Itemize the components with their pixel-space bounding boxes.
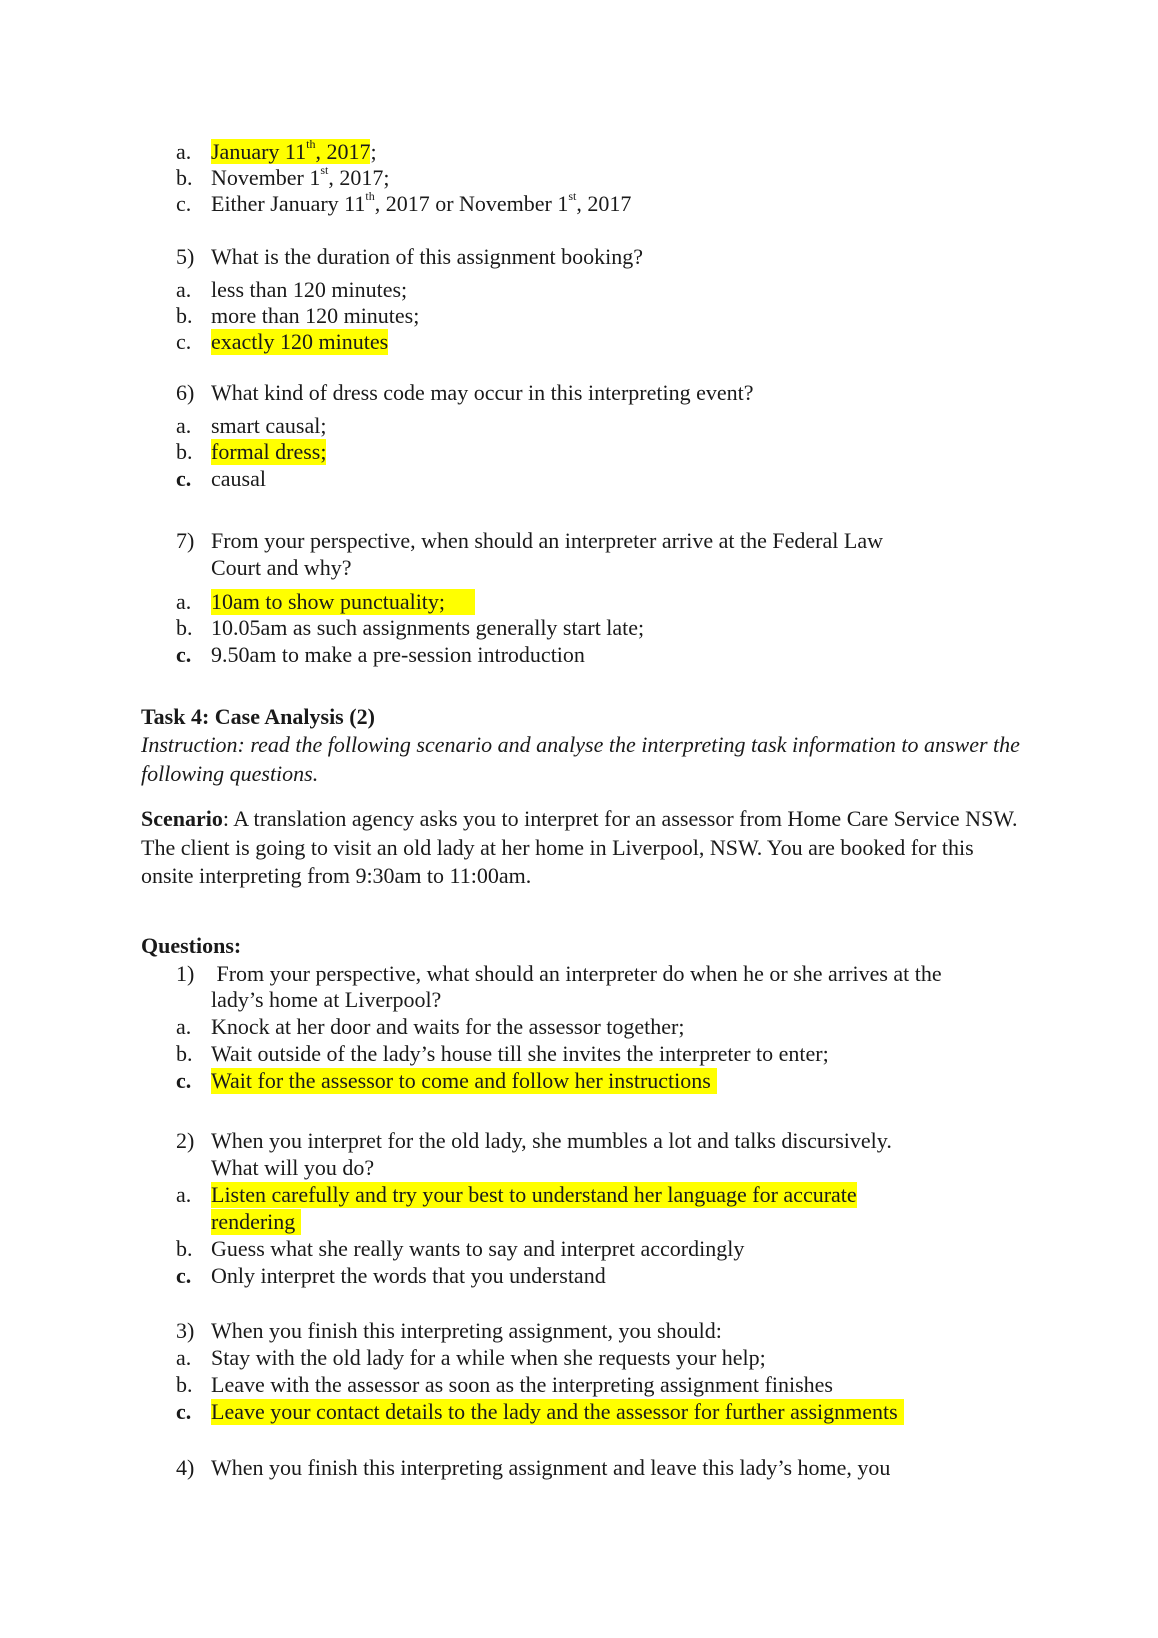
option-text: Either January 11th, 2017 or November 1st, 2017 (211, 188, 632, 216)
answer-highlight: formal dress; (211, 439, 327, 464)
option-marker: a. (176, 1014, 192, 1039)
question-text: When you finish this interpreting assignment, you should: (211, 1318, 722, 1343)
option-marker: c. (176, 1399, 192, 1424)
option-text: 9.50am to make a pre-session introduction (211, 642, 585, 667)
question-text: When you interpret for the old lady, she mumbles a lot and talks discursively. (211, 1128, 892, 1153)
option-text: 10.05am as such assignments generally start late; (211, 615, 645, 640)
option-text: November 1st, 2017; (211, 162, 390, 190)
option-marker: b. (176, 1041, 193, 1066)
instruction-text: Instruction: read the following scenario and analyse the interpreting task information to answer the following questions. (141, 732, 1020, 786)
answer-highlight: exactly 120 minutes (211, 329, 389, 354)
option-marker: a. (176, 277, 192, 302)
answer-highlight: Listen carefully and try your best to understand her language for accurate (211, 1182, 857, 1207)
question-number: 4) (176, 1455, 195, 1480)
question-text: From your perspective, what should an interpreter do when he or she arrives at the (211, 961, 942, 986)
question-text: lady’s home at Liverpool? (211, 987, 442, 1012)
option-marker: b. (176, 439, 193, 464)
option-marker: b. (176, 1236, 193, 1261)
question-number: 1) (176, 961, 195, 986)
option-marker: c. (176, 642, 192, 667)
option-text: Wait outside of the lady’s house till she invites the interpreter to enter; (211, 1041, 829, 1066)
question-number: 7) (176, 528, 195, 553)
answer-highlight: Wait for the assessor to come and follow her instructions (211, 1068, 717, 1094)
answer-highlight: January 11th, 2017 (211, 136, 371, 164)
option-marker: c. (176, 1263, 192, 1288)
option-marker: c. (176, 191, 192, 216)
option-marker: a. (176, 139, 192, 164)
question-text: Court and why? (211, 555, 352, 580)
question-number: 3) (176, 1318, 195, 1343)
option-marker: c. (176, 466, 192, 491)
question-number: 5) (176, 244, 195, 269)
option-marker: b. (176, 615, 193, 640)
option-text: Guess what she really wants to say and interpret accordingly (211, 1236, 745, 1261)
option-marker: a. (176, 1182, 192, 1207)
option-text: causal (211, 466, 266, 491)
scenario-label: Scenario (141, 806, 223, 831)
option-marker: b. (176, 165, 193, 190)
option-text: January 11th, 2017; (211, 136, 377, 164)
question-text: When you finish this interpreting assignment and leave this lady’s home, you (211, 1455, 891, 1480)
option-marker: a. (176, 589, 192, 614)
scenario-paragraph (141, 805, 1021, 891)
option-text: Only interpret the words that you understand (211, 1263, 606, 1288)
question-text: What will you do? (211, 1155, 375, 1180)
option-text: Knock at her door and waits for the assessor together; (211, 1014, 685, 1039)
question-text: What is the duration of this assignment booking? (211, 244, 643, 269)
option-text: more than 120 minutes; (211, 303, 420, 328)
question-text: From your perspective, when should an interpreter arrive at the Federal Law (211, 528, 883, 553)
option-marker: a. (176, 1345, 192, 1370)
questions-heading: Questions: (141, 933, 242, 958)
question-number: 6) (176, 380, 195, 405)
option-text: less than 120 minutes; (211, 277, 408, 302)
answer-highlight: Leave your contact details to the lady and the assessor for further assignments (211, 1399, 904, 1425)
option-text: smart causal; (211, 413, 327, 438)
answer-highlight: rendering (211, 1209, 301, 1235)
option-marker: a. (176, 413, 192, 438)
scenario-text: : A translation agency asks you to interpret for an assessor from Home Care Service NSW. The client is going to visit an old lady at her home in Liverpool, NSW. You are booked for this onsite interpreting from 9:30am to 11:00am. (141, 806, 1018, 888)
option-marker: b. (176, 1372, 193, 1397)
option-marker: c. (176, 1068, 192, 1093)
section-heading: Task 4: Case Analysis (2) (141, 704, 375, 729)
option-text: Leave with the assessor as soon as the interpreting assignment finishes (211, 1372, 833, 1397)
option-text: Stay with the old lady for a while when she requests your help; (211, 1345, 766, 1370)
option-marker: b. (176, 303, 193, 328)
option-marker: c. (176, 329, 192, 354)
question-text: What kind of dress code may occur in this interpreting event? (211, 380, 754, 405)
question-number: 2) (176, 1128, 195, 1153)
answer-highlight: 10am to show punctuality; (211, 589, 475, 615)
